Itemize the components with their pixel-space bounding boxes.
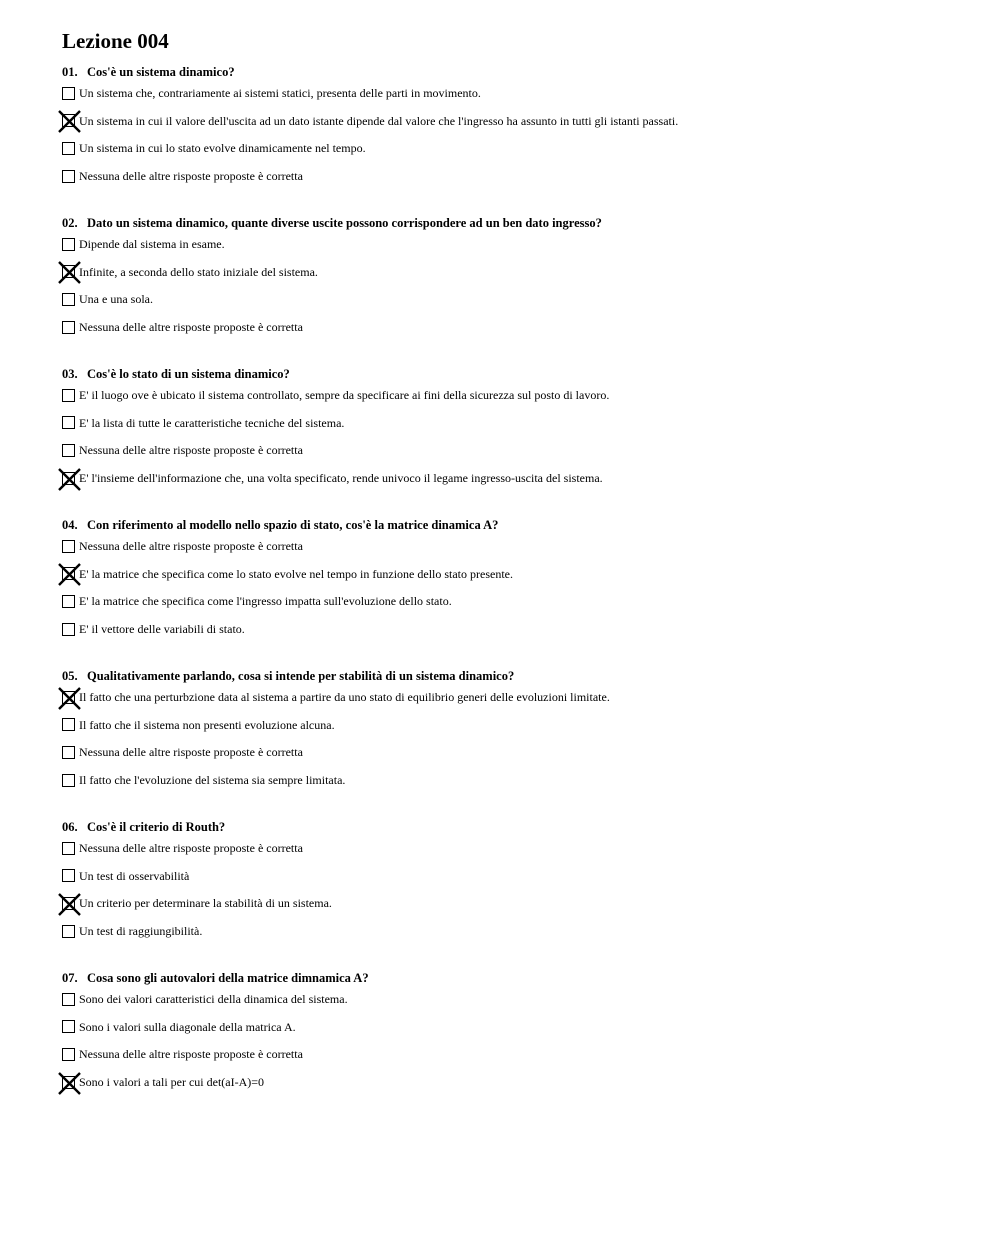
question-number: 05. (62, 669, 78, 683)
checkbox[interactable] (62, 444, 75, 457)
answer-option[interactable] (62, 717, 335, 733)
answer-option[interactable] (62, 840, 303, 856)
checkbox[interactable] (62, 416, 75, 429)
answer-option[interactable] (62, 470, 603, 486)
answer-option-label: Un sistema in cui lo stato evolve dinamicamente nel tempo. (79, 141, 366, 156)
answer-option[interactable] (62, 387, 609, 403)
answer-option[interactable] (62, 895, 332, 911)
check-cross-icon (57, 686, 82, 711)
checkbox-checked[interactable] (62, 691, 75, 704)
checkbox[interactable] (62, 993, 75, 1006)
answer-option[interactable] (62, 1074, 264, 1090)
answer-option-label: E' il luogo ove è ubicato il sistema controllato, sempre da specificare ai fini della sicurezza sul posto di lavoro. (79, 388, 610, 402)
checkbox[interactable] (62, 623, 75, 636)
checkbox-checked[interactable] (62, 567, 75, 580)
checkbox[interactable] (62, 718, 75, 731)
answer-option-label: Nessuna delle altre risposte proposte è corretta (79, 539, 303, 553)
answer-option-label: Il fatto che una perturbzione data al sistema a partire da uno stato di equilibrio generi delle evoluzioni limitate. (79, 690, 610, 704)
question-number: 03. (62, 367, 78, 381)
question-block (62, 668, 962, 788)
answer-option[interactable] (62, 415, 344, 431)
question-heading (62, 215, 962, 231)
answer-option-label: Un criterio per determinare la stabilità di un sistema. (79, 896, 332, 911)
answer-option-label: E' il vettore delle variabili di stato. (79, 622, 245, 637)
checkbox-checked[interactable] (62, 114, 75, 127)
answer-option-label: Un sistema che, contrariamente ai sistemi statici, presenta delle parti in movimento. (79, 86, 481, 100)
checkbox[interactable] (62, 774, 75, 787)
question-heading (62, 668, 962, 684)
answer-option-label: Dipende dal sistema in esame. (79, 237, 225, 251)
question-heading (62, 970, 962, 986)
checkbox-checked[interactable] (62, 472, 75, 485)
question-text: Con riferimento al modello nello spazio di stato, cos'è la matrice dinamica A? (87, 518, 499, 532)
checkbox[interactable] (62, 389, 75, 402)
checkbox[interactable] (62, 925, 75, 938)
check-cross-icon (57, 467, 82, 492)
question-heading (62, 366, 962, 382)
check-cross-icon (57, 109, 82, 134)
check-cross-icon (57, 562, 82, 587)
question-text: Cos'è lo stato di un sistema dinamico? (87, 367, 290, 381)
answer-option[interactable] (62, 593, 452, 609)
answer-option-label: E' la matrice che specifica come l'ingresso impatta sull'evoluzione dello stato. (79, 594, 452, 609)
page-title: Lezione 004 (62, 29, 169, 53)
answer-option[interactable] (62, 538, 303, 554)
answer-option[interactable] (62, 923, 202, 939)
answer-option-label: Nessuna delle altre risposte proposte è corretta (79, 841, 303, 855)
question-number: 04. (62, 518, 78, 532)
answer-option[interactable] (62, 442, 303, 458)
answer-option-label: Sono i valori sulla diagonale della matrica A. (79, 1019, 296, 1034)
answer-option[interactable] (62, 621, 245, 637)
question-number: 02. (62, 216, 78, 230)
answer-option[interactable] (62, 1019, 296, 1035)
answer-option[interactable] (62, 566, 513, 582)
answer-option-label: Nessuna delle altre risposte proposte è corretta (79, 169, 303, 184)
answer-option[interactable] (62, 772, 345, 788)
answer-option[interactable] (62, 868, 189, 884)
answer-option-label: Sono dei valori caratteristici della dinamica del sistema. (79, 992, 348, 1006)
answer-option-label: Un test di osservabilità (79, 868, 190, 883)
question-block (62, 366, 962, 486)
checkbox[interactable] (62, 142, 75, 155)
checkbox-checked[interactable] (62, 265, 75, 278)
answer-option-label: E' l'insieme dell'informazione che, una volta specificato, rende univoco il legame ingresso-uscita del sistema. (79, 471, 603, 486)
check-cross-icon (57, 892, 82, 917)
answer-option[interactable] (62, 236, 225, 252)
answer-option[interactable] (62, 744, 303, 760)
checkbox[interactable] (62, 540, 75, 553)
answer-option-label: Il fatto che il sistema non presenti evoluzione alcuna. (79, 717, 335, 732)
checkbox[interactable] (62, 1048, 75, 1061)
answer-option[interactable] (62, 264, 318, 280)
answer-option[interactable] (62, 319, 303, 335)
checkbox[interactable] (62, 238, 75, 251)
question-heading (62, 517, 962, 533)
answer-option-label: Il fatto che l'evoluzione del sistema sia sempre limitata. (79, 773, 346, 788)
question-block (62, 64, 962, 184)
answer-option-label: E' la lista di tutte le caratteristiche tecniche del sistema. (79, 415, 345, 430)
checkbox[interactable] (62, 170, 75, 183)
answer-option[interactable] (62, 991, 348, 1007)
quiz-page (62, 28, 962, 1090)
checkbox-checked[interactable] (62, 897, 75, 910)
checkbox[interactable] (62, 869, 75, 882)
answer-option[interactable] (62, 689, 610, 705)
answer-option[interactable] (62, 168, 303, 184)
answer-option-label: Un sistema in cui il valore dell'uscita ad un dato istante dipende dal valore che l'ingresso ha assunto in tutti gli istanti passati. (79, 113, 679, 128)
question-heading (62, 64, 962, 80)
answer-option[interactable] (62, 140, 366, 156)
answer-option[interactable] (62, 291, 153, 307)
answer-option[interactable] (62, 113, 678, 129)
question-number: 06. (62, 820, 78, 834)
check-cross-icon (57, 1071, 82, 1096)
question-number: 01. (62, 65, 78, 79)
answer-option[interactable] (62, 85, 481, 101)
question-text: Qualitativamente parlando, cosa si intende per stabilità di un sistema dinamico? (87, 669, 515, 683)
answer-option-label: Nessuna delle altre risposte proposte è corretta (79, 320, 303, 335)
answer-option-label: Nessuna delle altre risposte proposte è corretta (79, 443, 303, 458)
answer-option-label: Una e una sola. (79, 292, 153, 307)
answer-option-label: E' la matrice che specifica come lo stato evolve nel tempo in funzione dello stato presente. (79, 566, 513, 581)
question-number: 07. (62, 971, 78, 985)
answer-option-label: Nessuna delle altre risposte proposte è corretta (79, 745, 303, 760)
answer-option[interactable] (62, 1046, 303, 1062)
check-cross-icon (57, 260, 82, 285)
checkbox[interactable] (62, 746, 75, 759)
checkbox[interactable] (62, 1020, 75, 1033)
question-block (62, 215, 962, 335)
answer-option-label: Nessuna delle altre risposte proposte è corretta (79, 1047, 303, 1062)
checkbox[interactable] (62, 87, 75, 100)
question-text: Cos'è un sistema dinamico? (87, 65, 235, 79)
checkbox[interactable] (62, 293, 75, 306)
answer-option-label: Infinite, a seconda dello stato iniziale del sistema. (79, 264, 318, 279)
checkbox[interactable] (62, 842, 75, 855)
question-text: Cos'è il criterio di Routh? (87, 820, 226, 834)
question-text: Cosa sono gli autovalori della matrice dimnamica A? (87, 971, 369, 985)
answer-option-label: Un test di raggiungibilità. (79, 924, 203, 939)
answer-option-label: Sono i valori a tali per cui det(aI-A)=0 (79, 1075, 265, 1090)
question-block (62, 819, 962, 939)
checkbox[interactable] (62, 321, 75, 334)
question-text: Dato un sistema dinamico, quante diverse uscite possono corrispondere ad un ben dato ingresso? (87, 216, 602, 230)
checkbox-checked[interactable] (62, 1076, 75, 1089)
question-block (62, 517, 962, 637)
question-heading (62, 819, 962, 835)
checkbox[interactable] (62, 595, 75, 608)
question-block (62, 970, 962, 1090)
